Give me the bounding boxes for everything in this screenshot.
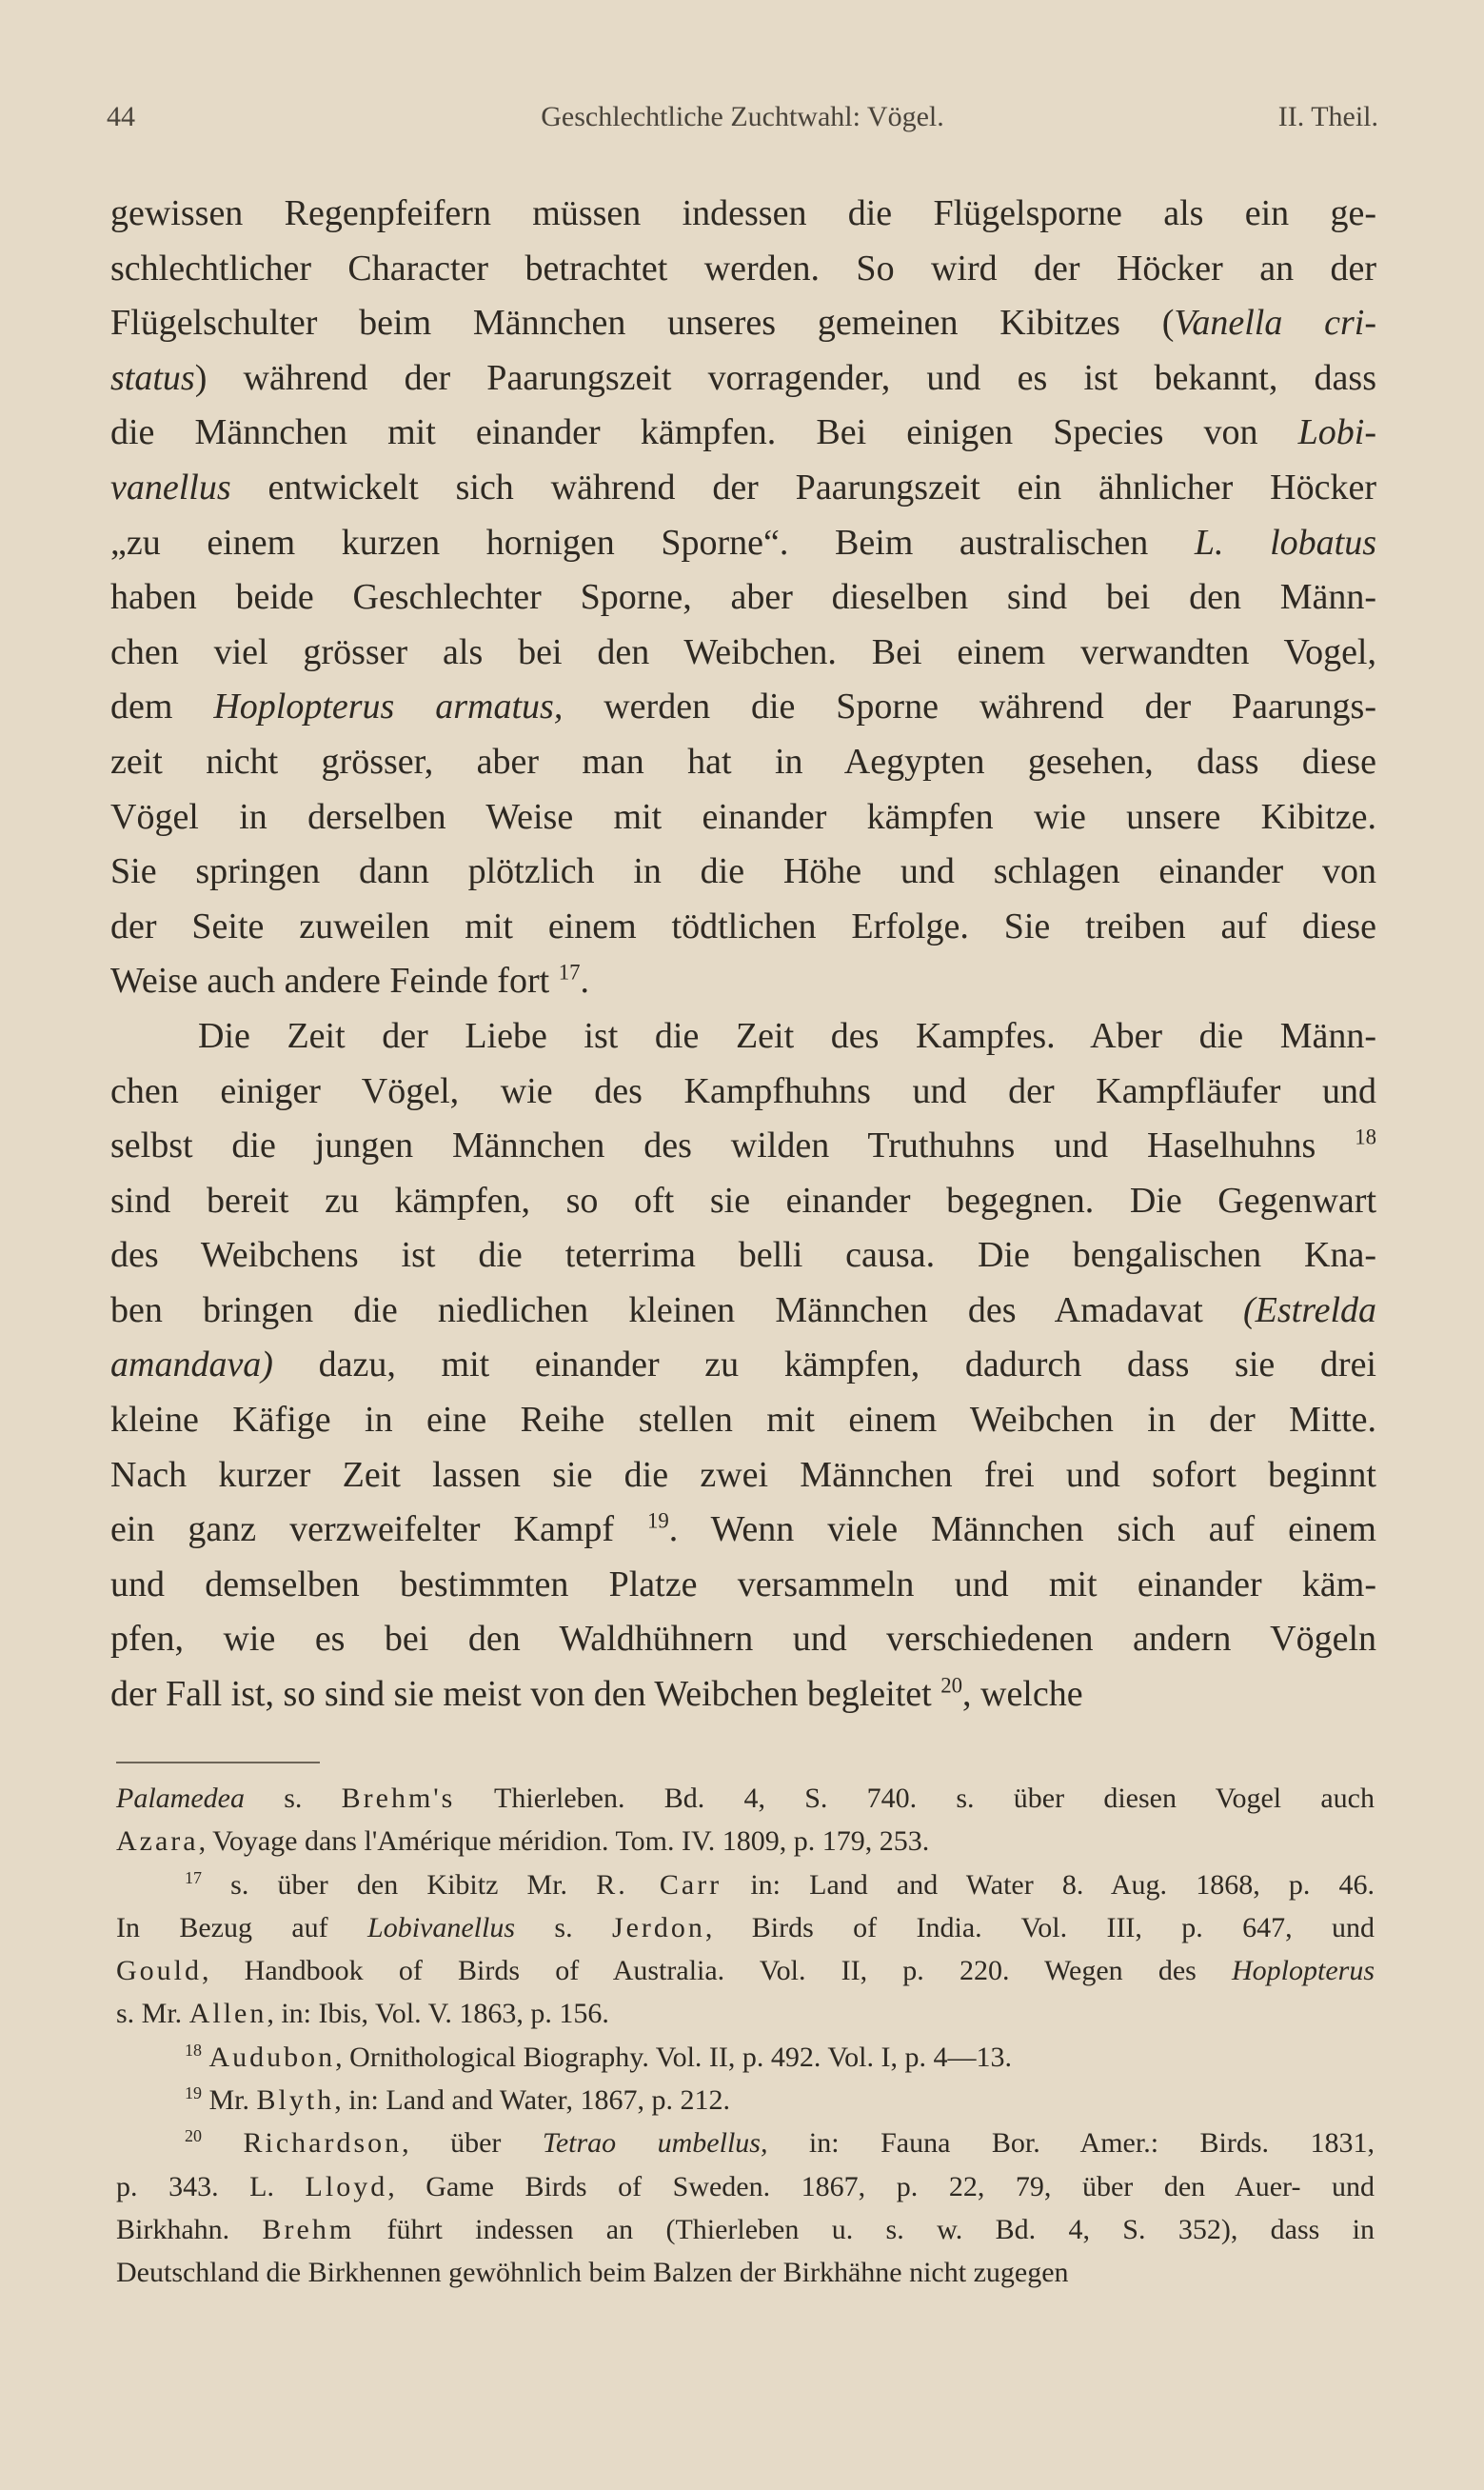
text-run: Brehm: [262, 2213, 355, 2245]
italic-text: Hoplopterus armatus,: [213, 687, 564, 727]
footnote-line: [116, 2036, 1375, 2079]
text-run: , Game Birds of Sweden. 1867, p. 22, 79, über den Auer- und: [387, 2170, 1375, 2202]
body-line: [110, 626, 1376, 681]
footnote-ref: 19: [647, 1508, 669, 1533]
text-run: zeit nicht grösser, aber man hat in Aegypten gesehen, dass diese: [110, 741, 1376, 782]
footnote-line: [116, 2208, 1375, 2251]
footnote-line: [116, 2251, 1375, 2294]
body-line: [110, 1284, 1376, 1339]
footnote-separator: [116, 1762, 320, 1763]
body-line: [110, 1065, 1376, 1120]
text-run: Nach kurzer Zeit lassen sie die zwei Männchen frei und sofort beginnt: [110, 1454, 1376, 1495]
body-line: [110, 296, 1376, 351]
text-run: R. Carr: [596, 1868, 722, 1901]
text-run: , Voyage dans l'Amérique méridion. Tom. IV. 1809, p. 179, 253.: [198, 1825, 930, 1858]
text-run: dazu, mit einander zu kämpfen, dadurch dass sie drei: [272, 1345, 1376, 1385]
part-label: II. Theil.: [1277, 101, 1378, 132]
footnote-line: [116, 2165, 1375, 2208]
italic-text: status: [110, 357, 195, 398]
text-run: der Seite zuweilen mit einem tödtlichen Erfolge. Sie treiben auf diese: [110, 906, 1376, 946]
footnote-line: [116, 1820, 1375, 1863]
body-line: [110, 351, 1376, 407]
text-run: ein ganz verzweifelter Kampf: [110, 1509, 647, 1550]
text-run: Blyth: [256, 2084, 335, 2117]
footnote-line: [116, 1992, 1375, 2035]
text-run: werden die Sporne während der Paarungs-: [563, 687, 1376, 727]
text-run: , in: Land and Water, 1867, p. 212.: [334, 2084, 730, 2117]
text-run: pfen, wie es bei den Waldhühnern und verschiedenen andern Vögeln: [110, 1619, 1376, 1660]
text-run: , über: [402, 2127, 543, 2160]
footnote-ref: 19: [185, 2083, 202, 2103]
body-line: [110, 1558, 1376, 1613]
text-run: Audubon: [208, 2041, 336, 2073]
text-run: Die Zeit der Liebe ist die Zeit des Kampfes. Aber die Männ-: [198, 1015, 1376, 1056]
text-run: . Wenn viele Männchen sich auf einem: [668, 1509, 1376, 1550]
text-run: des Weibchens ist die teterrima belli causa. Die bengalischen Kna-: [110, 1235, 1376, 1276]
body-line: [110, 790, 1376, 846]
text-run: die Männchen mit einander kämpfen. Bei einigen Species von: [110, 412, 1298, 453]
text-run: Thierleben. Bd. 4, S. 740. s. über diesen Vogel auch: [455, 1783, 1375, 1814]
text-run: und demselben bestimmten Platze versammeln und mit einander käm-: [110, 1564, 1376, 1604]
footnote-ref: 17: [558, 960, 581, 985]
text-run: Lloyd: [305, 2170, 388, 2202]
text-run: s.: [515, 1911, 612, 1943]
text-run: Richardson: [243, 2127, 403, 2160]
footnote-ref: 18: [185, 2040, 202, 2060]
text-run: Vögel in derselben Weise mit einander kämpfen wie unsere Kibitze.: [110, 796, 1376, 837]
text-run: Flügelschulter beim Männchen unseres gemeinen Kibitzes (: [110, 303, 1175, 344]
text-run: [202, 2127, 243, 2159]
running-title: Geschlechtliche Zuchtwahl: Vögel.: [541, 101, 944, 132]
text-run: der Fall ist, so sind sie meist von den Weibchen begleitet: [110, 1674, 941, 1715]
text-run: , welche: [962, 1674, 1083, 1715]
body-line: [110, 516, 1376, 571]
footnote-line: [116, 1777, 1375, 1820]
body-line: [110, 406, 1376, 461]
text-run: Mr.: [202, 2084, 257, 2117]
body-line: [110, 1503, 1376, 1558]
italic-text: Lobivanellus: [367, 1911, 516, 1943]
text-run: , Ornithological Biography. Vol. II, p. 492. Vol. I, p. 4—13.: [335, 2041, 1012, 2073]
footnote-ref: 20: [185, 2126, 202, 2146]
footnote-line: [116, 1949, 1375, 1992]
text-run: Azara: [116, 1825, 199, 1858]
text-run: In Bezug auf: [116, 1911, 368, 1943]
text-run: Weise auch andere Feinde fort: [110, 961, 559, 1002]
body-line: [110, 187, 1376, 242]
text-run: führt indessen an (Thierleben u. s. w. Bd. 4, S. 352), dass in: [354, 2213, 1375, 2245]
text-run: haben beide Geschlechter Sporne, aber dieselben sind bei den Männ-: [110, 577, 1376, 618]
text-run: .: [580, 961, 589, 1002]
footnote-ref: 17: [185, 1867, 202, 1887]
body-line: [110, 1667, 1376, 1723]
text-run: p. 343. L.: [116, 2170, 306, 2202]
footnote-ref: 20: [940, 1673, 962, 1698]
text-run: kleine Käfige in eine Reihe stellen mit einem Weibchen in der Mitte.: [110, 1400, 1376, 1441]
text-run: Jerdon: [611, 1911, 705, 1943]
text-run: s. Mr.: [116, 1998, 189, 2030]
italic-text: Hoplopterus: [1232, 1955, 1375, 1987]
body-line: [110, 1119, 1376, 1174]
italic-text: (Estrelda: [1242, 1289, 1376, 1330]
text-run: Deutschland die Birkhennen gewöhnlich beim Balzen der Birkhähne nicht zugegen: [116, 2257, 1069, 2289]
italic-text: Palamedea: [116, 1783, 245, 1814]
text-run: Allen: [188, 1998, 267, 2030]
text-run: ) während der Paarungszeit vorragender, und es ist bekannt, dass: [194, 357, 1376, 398]
body-line: [110, 461, 1376, 516]
body-line: [110, 1228, 1376, 1284]
text-run: schlechtlicher Character betrachtet werden. So wird der Höcker an der: [110, 248, 1376, 289]
body-line: [110, 1009, 1376, 1065]
text-run: , Birds of India. Vol. III, p. 647, und: [704, 1911, 1375, 1943]
italic-text: vanellus: [110, 467, 231, 508]
footnotes: [116, 1777, 1375, 2295]
body-line: [110, 1174, 1376, 1229]
text-run: Brehm's: [341, 1783, 456, 1814]
body-line: [110, 1338, 1376, 1393]
text-run: s.: [244, 1783, 342, 1814]
text-run: sind bereit zu kämpfen, so oft sie einander begegnen. Die Gegenwart: [110, 1180, 1376, 1221]
footnote-line: [116, 2079, 1375, 2121]
text-run: [202, 2042, 209, 2073]
text-run: , Handbook of Birds of Australia. Vol. II, p. 220. Wegen des: [202, 1955, 1232, 1987]
italic-text: Vanella cri-: [1174, 303, 1376, 344]
footnote-line: [116, 2121, 1375, 2164]
text-run: , in: Ibis, Vol. V. 1863, p. 156.: [267, 1998, 609, 2030]
body-line: [110, 242, 1376, 297]
text-run: s. über den Kibitz Mr.: [202, 1868, 597, 1901]
text-run: selbst die jungen Männchen des wilden Truthuhns und Haselhuhns: [110, 1125, 1355, 1166]
text-run: in: Fauna Bor. Amer.: Birds. 1831,: [767, 2127, 1375, 2160]
italic-text: Tetrao umbellus,: [542, 2127, 768, 2160]
body-line: [110, 1448, 1376, 1504]
text-run: chen viel grösser als bei den Weibchen. Bei einem verwandten Vogel,: [110, 631, 1376, 672]
text-run: Birkhahn.: [116, 2213, 263, 2245]
body-line: [110, 1612, 1376, 1667]
body-line: [110, 954, 1376, 1009]
body-line: [110, 735, 1376, 790]
italic-text: Lobi-: [1297, 412, 1376, 453]
page-number: 44: [107, 101, 135, 132]
text-run: Gould: [116, 1955, 202, 1987]
body-line: [110, 680, 1376, 735]
body-line: [110, 1393, 1376, 1448]
body-line: [110, 845, 1376, 900]
italic-text: L. lobatus: [1194, 522, 1376, 563]
text-run: chen einiger Vögel, wie des Kampfhuhns und der Kampfläufer und: [110, 1070, 1376, 1111]
text-run: in: Land and Water 8. Aug. 1868, p. 46.: [722, 1868, 1375, 1901]
body-line: [110, 900, 1376, 955]
text-run: „zu einem kurzen hornigen Sporne“. Beim australischen: [110, 522, 1195, 563]
footnote-line: [116, 1863, 1375, 1906]
italic-text: amandava): [110, 1345, 273, 1385]
footnote-line: [116, 1906, 1375, 1949]
footnote-ref: 18: [1355, 1125, 1376, 1149]
text-run: Sie springen dann plötzlich in die Höhe und schlagen einander von: [110, 851, 1376, 892]
body-line: [110, 570, 1376, 626]
text-run: ben bringen die niedlichen kleinen Männchen des Amadavat: [110, 1289, 1243, 1330]
running-header: [107, 101, 1378, 145]
text-run: entwickelt sich während der Paarungszeit ein ähnlicher Höcker: [230, 467, 1376, 508]
text-run: dem: [110, 687, 214, 727]
body-text: [110, 187, 1376, 1723]
text-run: gewissen Regenpfeifern müssen indessen die Flügelsporne als ein ge-: [110, 193, 1376, 233]
